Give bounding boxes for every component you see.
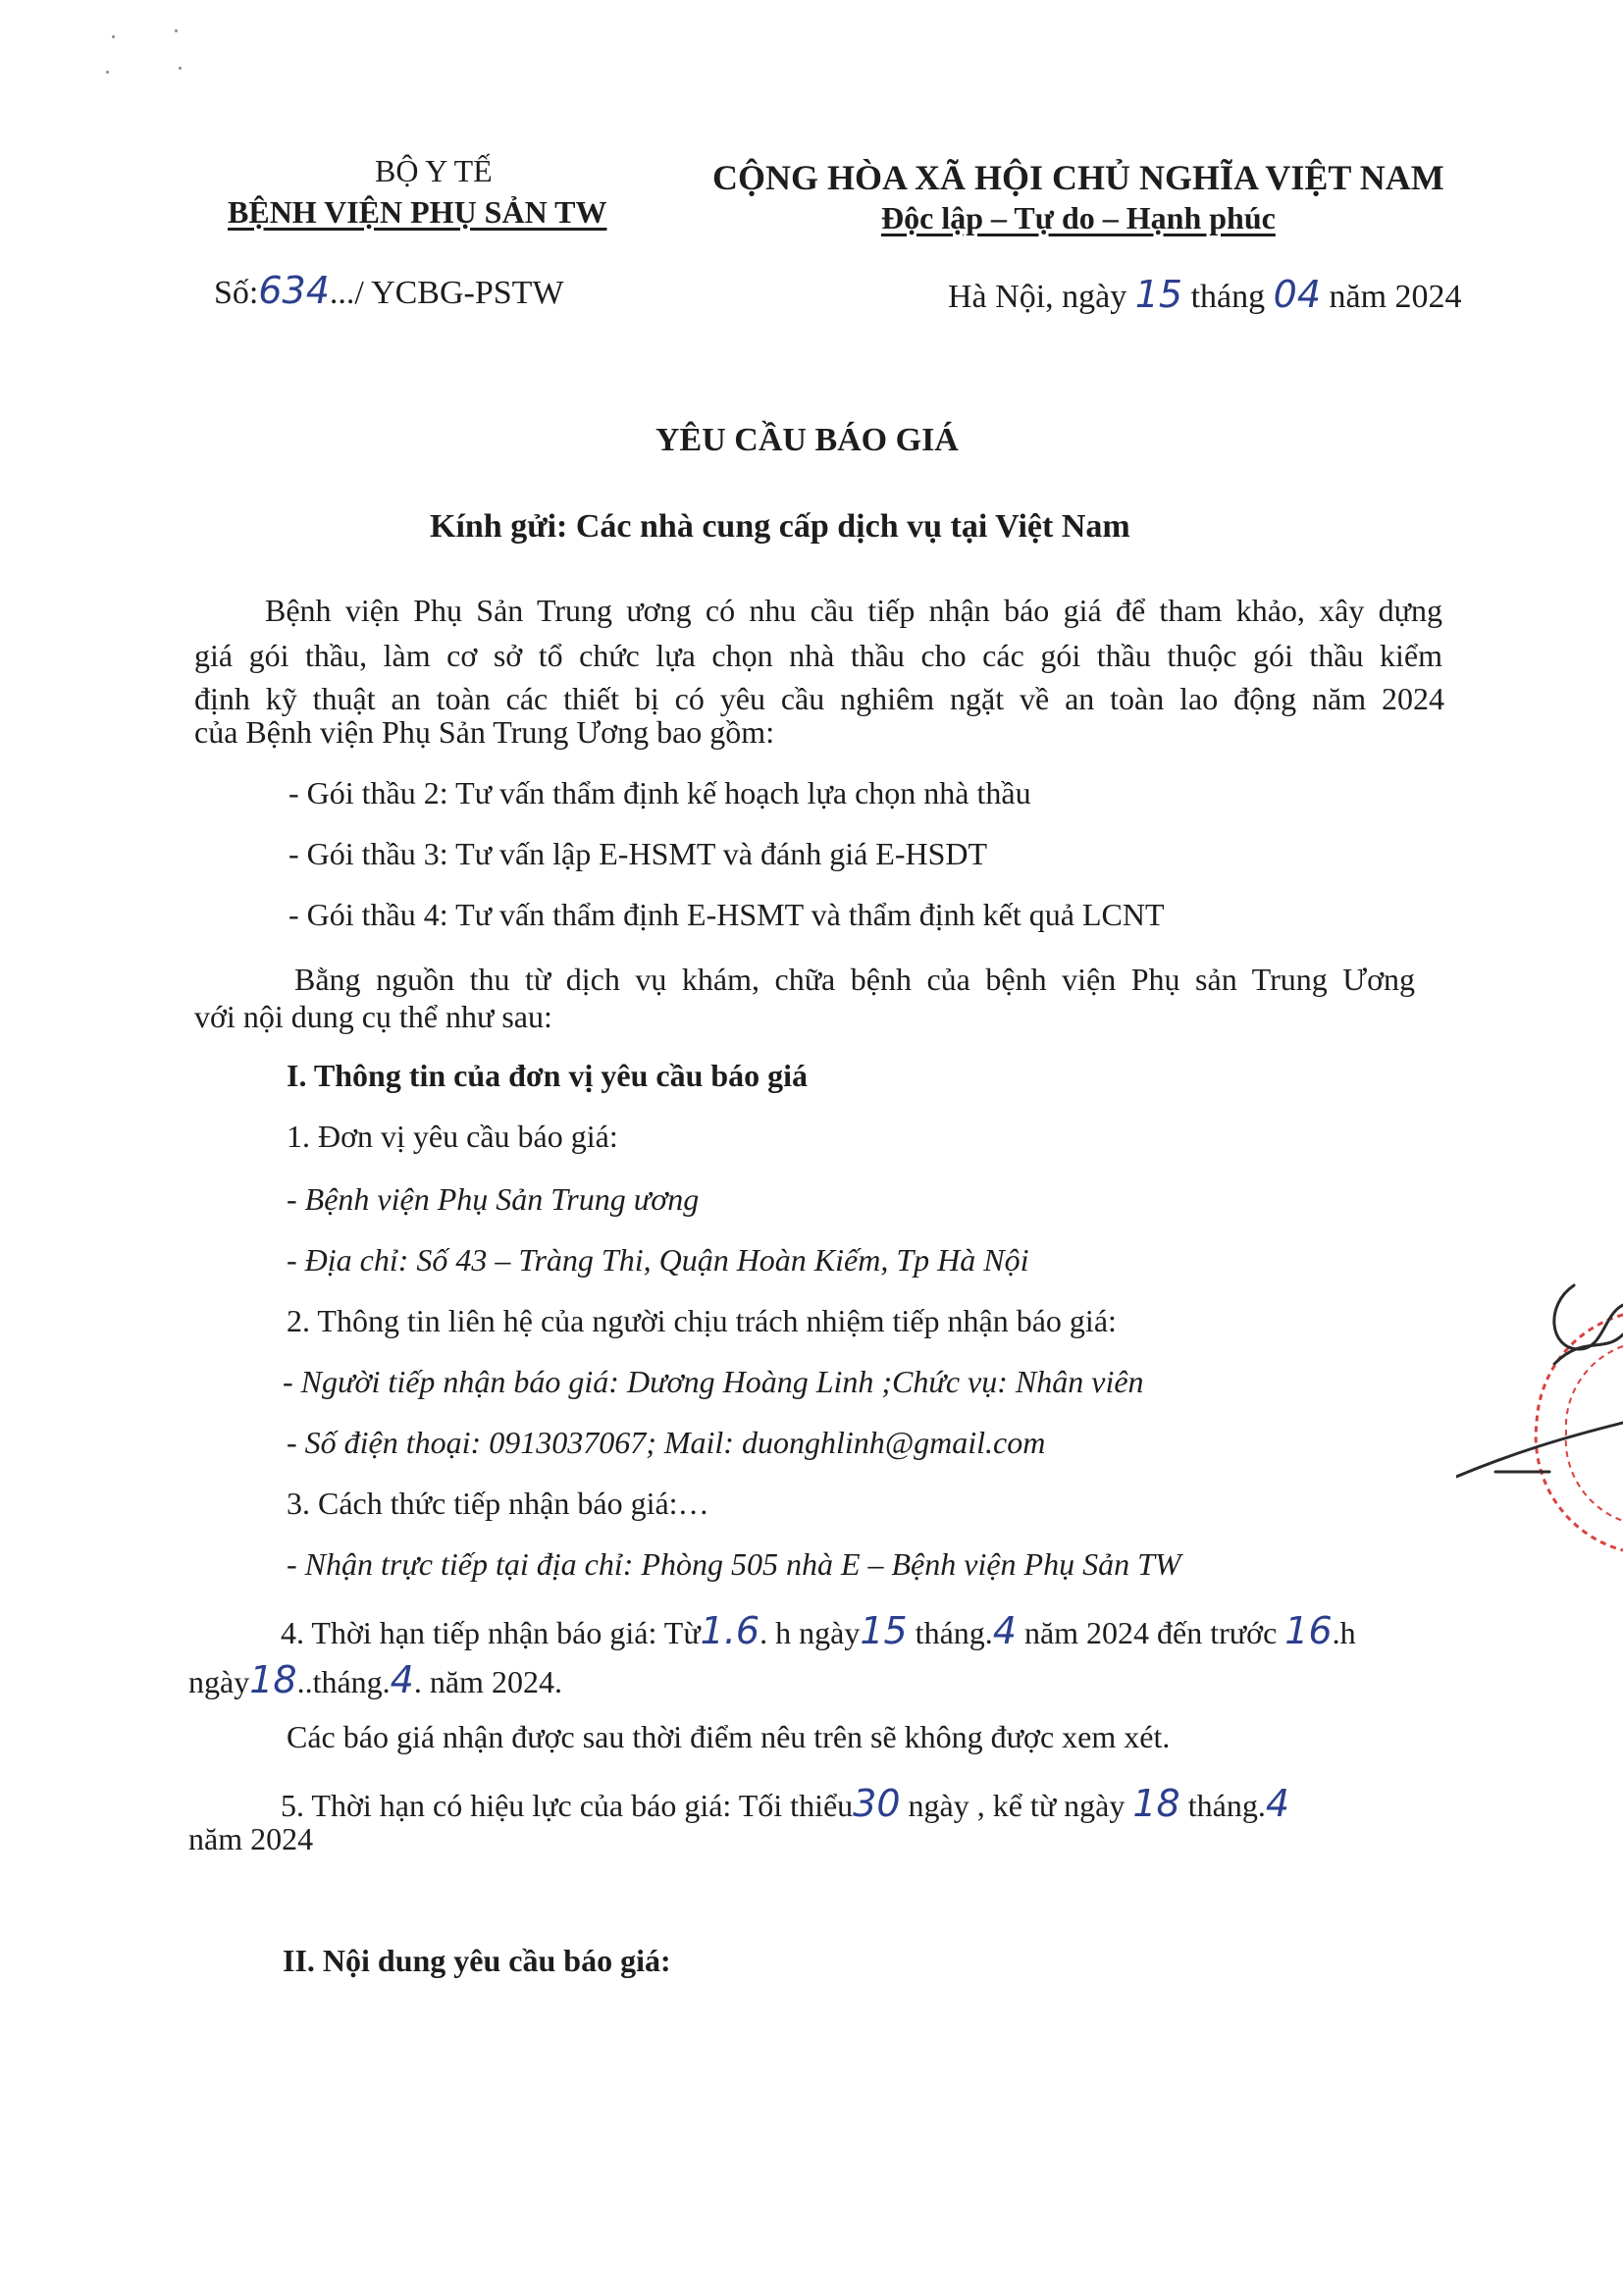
unit-address: - Địa chỉ: Số 43 – Tràng Thi, Quận Hoàn Kiếm, Tp Hà Nội [287, 1242, 1029, 1278]
funding-line: với nội dung cụ thể như sau: [194, 999, 552, 1034]
validity-text: tháng. [1179, 1788, 1266, 1823]
doc-dots: .. [329, 275, 346, 311]
scan-speck [112, 35, 115, 38]
intro-line: Bệnh viện Phụ Sản Trung ương có nhu cầu tiếp nhận báo giá để tham khảo, xây dựng [265, 593, 1442, 628]
deadline-text: ..tháng. [296, 1664, 391, 1699]
handwritten-day: 15 [1134, 273, 1183, 316]
validity-text: 5. Thời hạn có hiệu lực của báo giá: Tối thiểu [281, 1788, 854, 1823]
section-heading: I. Thông tin của đơn vị yêu cầu báo giá [287, 1058, 809, 1093]
section-item: 1. Đơn vị yêu cầu báo giá: [287, 1119, 618, 1154]
funding-line: Bằng nguồn thu từ dịch vụ khám, chữa bệnh của bệnh viện Phụ sản Trung Ương [294, 962, 1415, 997]
package-item: - Gói thầu 4: Tư vấn thẩm định E-HSMT và thẩm định kết quả LCNT [288, 897, 1165, 932]
handwritten-month-to: 4 [390, 1658, 414, 1701]
handwritten-month-from: 4 [992, 1609, 1017, 1652]
deadline-text: . h ngày [759, 1615, 861, 1650]
recipient-line: Kính gửi: Các nhà cung cấp dịch vụ tại Việt Nam [430, 508, 1130, 545]
country-name: CỘNG HÒA XÃ HỘI CHỦ NGHĨA VIỆT NAM [712, 158, 1444, 197]
deadline-text: năm 2024 đến trước [1016, 1615, 1285, 1650]
handwritten-valid-day: 18 [1132, 1782, 1180, 1825]
deadline-text: ngày [188, 1664, 250, 1699]
intro-line: định kỹ thuật an toàn các thiết bị có yêu cầu nghiêm ngặt về an toàn lao động năm 2024 [194, 681, 1444, 716]
section-item: 3. Cách thức tiếp nhận báo giá:… [287, 1486, 709, 1521]
year-text: năm 2024 [1329, 279, 1462, 315]
doc-prefix: Số: [214, 275, 259, 311]
package-item: - Gói thầu 2: Tư vấn thẩm định kế hoạch lựa chọn nhà thầu [288, 775, 1031, 810]
document-number [214, 269, 564, 312]
hospital-name: BỆNH VIỆN PHỤ SẢN TW [228, 194, 607, 230]
stamp-and-signature [1456, 1276, 1623, 1570]
handwritten-days: 30 [853, 1782, 901, 1825]
document-date [948, 273, 1462, 316]
deadline-text: .h [1332, 1615, 1356, 1650]
handwritten-hour-to: 16 [1284, 1609, 1333, 1652]
late-note: Các báo giá nhận được sau thời điểm nêu trên sẽ không được xem xét. [287, 1719, 1171, 1754]
page-title: YÊU CẦU BÁO GIÁ [655, 422, 959, 458]
package-item: - Gói thầu 3: Tư vấn lập E-HSMT và đánh giá E-HSDT [288, 836, 988, 871]
deadline-text: . năm 2024. [413, 1664, 562, 1699]
doc-suffix: ./ YCBG-PSTW [345, 275, 564, 311]
validity-line: năm 2024 [188, 1821, 314, 1856]
unit-name: - Bệnh viện Phụ Sản Trung ương [287, 1181, 700, 1217]
contact-person: - Người tiếp nhận báo giá: Dương Hoàng Linh ;Chức vụ: Nhân viên [283, 1364, 1144, 1399]
national-motto: Độc lập – Tự do – Hạnh phúc [881, 200, 1276, 235]
scan-speck [175, 29, 178, 32]
receive-method: - Nhận trực tiếp tại địa chỉ: Phòng 505 nhà E – Bệnh viện Phụ Sản TW [287, 1546, 1181, 1582]
date-prefix: Hà Nội, ngày [948, 279, 1127, 315]
contact-phone-mail: - Số điện thoại: 0913037067; Mail: duonghlinh@gmail.com [287, 1425, 1046, 1460]
deadline-text: tháng. [907, 1615, 993, 1650]
deadline-line [281, 1609, 1356, 1652]
handwritten-doc-number: 634 [258, 269, 330, 312]
handwritten-day-from: 15 [860, 1609, 908, 1652]
validity-line [281, 1782, 1289, 1825]
deadline-line [188, 1658, 562, 1701]
handwritten-day-to: 18 [249, 1658, 297, 1701]
section-heading: II. Nội dung yêu cầu báo giá: [283, 1943, 671, 1978]
handwritten-hour-from: 1.6 [700, 1609, 760, 1652]
deadline-text: 4. Thời hạn tiếp nhận báo giá: Từ [281, 1615, 701, 1650]
ministry-name: BỘ Y TẾ [375, 153, 493, 188]
month-label: tháng [1190, 279, 1266, 315]
handwritten-month: 04 [1273, 273, 1322, 316]
validity-text: ngày , kể từ ngày [900, 1788, 1133, 1823]
scan-speck [179, 67, 182, 70]
scan-speck [106, 71, 109, 74]
signature [1456, 1285, 1623, 1477]
handwritten-valid-month: 4 [1265, 1782, 1289, 1825]
section-item: 2. Thông tin liên hệ của người chịu trách nhiệm tiếp nhận báo giá: [287, 1303, 1117, 1338]
intro-line: của Bệnh viện Phụ Sản Trung Ương bao gồm: [194, 714, 775, 750]
intro-line: giá gói thầu, làm cơ sở tổ chức lựa chọn nhà thầu cho các gói thầu thuộc gói thầu kiểm [194, 638, 1442, 673]
